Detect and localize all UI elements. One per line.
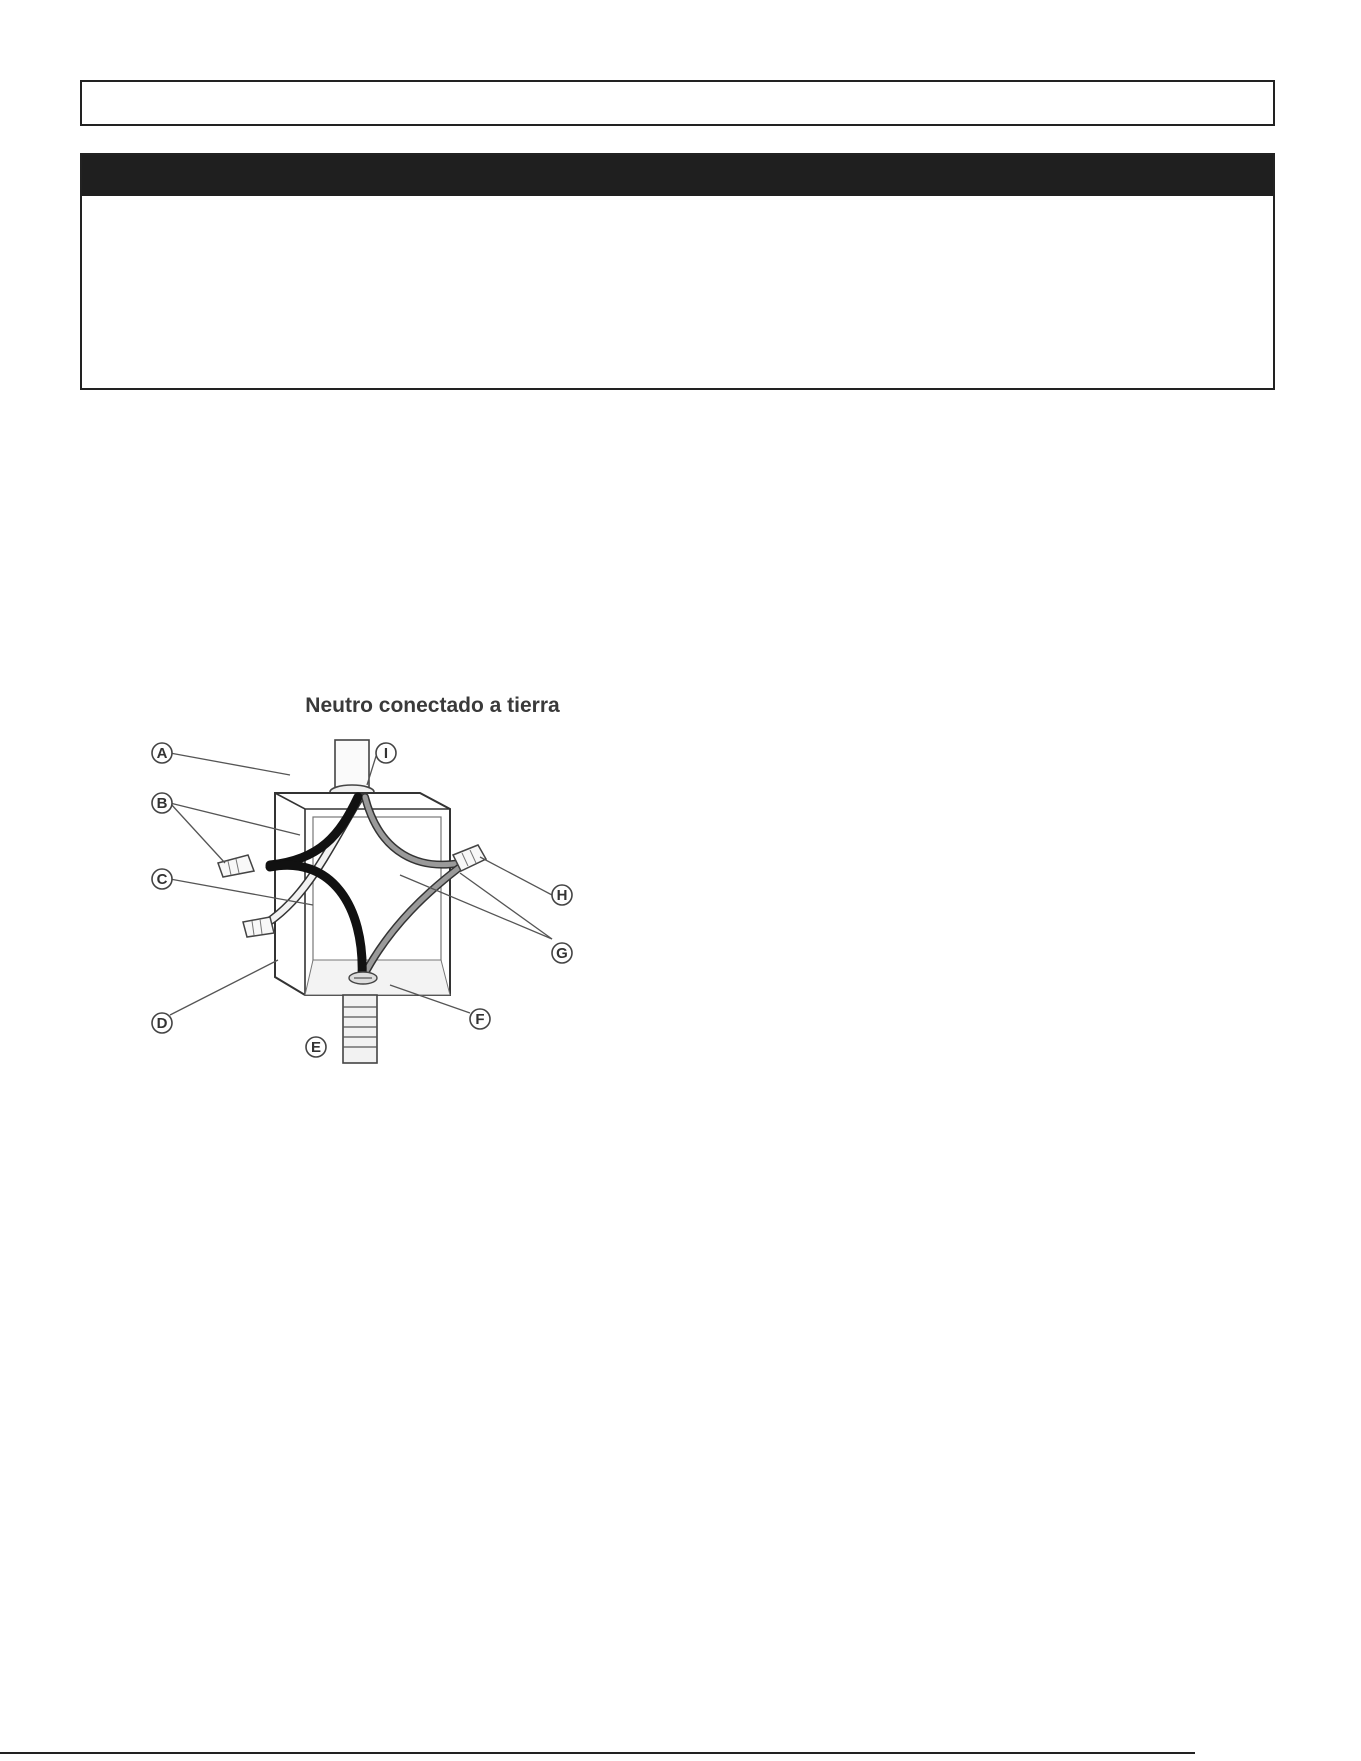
callout-a-label: A [156,745,168,762]
callout-c-label: C [156,871,168,888]
callout-e [306,1037,326,1057]
callout-d-label: D [156,1015,168,1032]
warning-panel [80,153,1275,390]
junction-box-figure [130,685,590,1075]
conduit-bottom [343,995,377,1063]
ground-screw [349,972,377,984]
callout-d [152,1013,172,1033]
callout-f-label: F [475,1011,485,1028]
top-header-box [80,80,1275,126]
callout-b [152,793,172,813]
callout-f [470,1009,490,1029]
callout-e-label: E [310,1039,322,1056]
wire-nut-left-top [218,855,254,877]
footer-rule [0,1752,1195,1754]
callout-b-label: B [156,795,168,812]
warning-header-bar [82,155,1273,196]
callout-g [552,943,572,963]
callout-g-label: G [556,945,568,962]
callout-i [376,743,396,763]
figure-title: Neutro conectado a tierra [305,694,560,717]
conduit-top [330,740,374,799]
callout-h [552,885,572,905]
callout-i-label: I [383,745,389,762]
junction-box-illustration [130,685,590,1075]
callout-c [152,869,172,889]
callout-a [152,743,172,763]
wire-nut-left-bottom [243,917,274,937]
callout-h-label: H [556,887,568,904]
